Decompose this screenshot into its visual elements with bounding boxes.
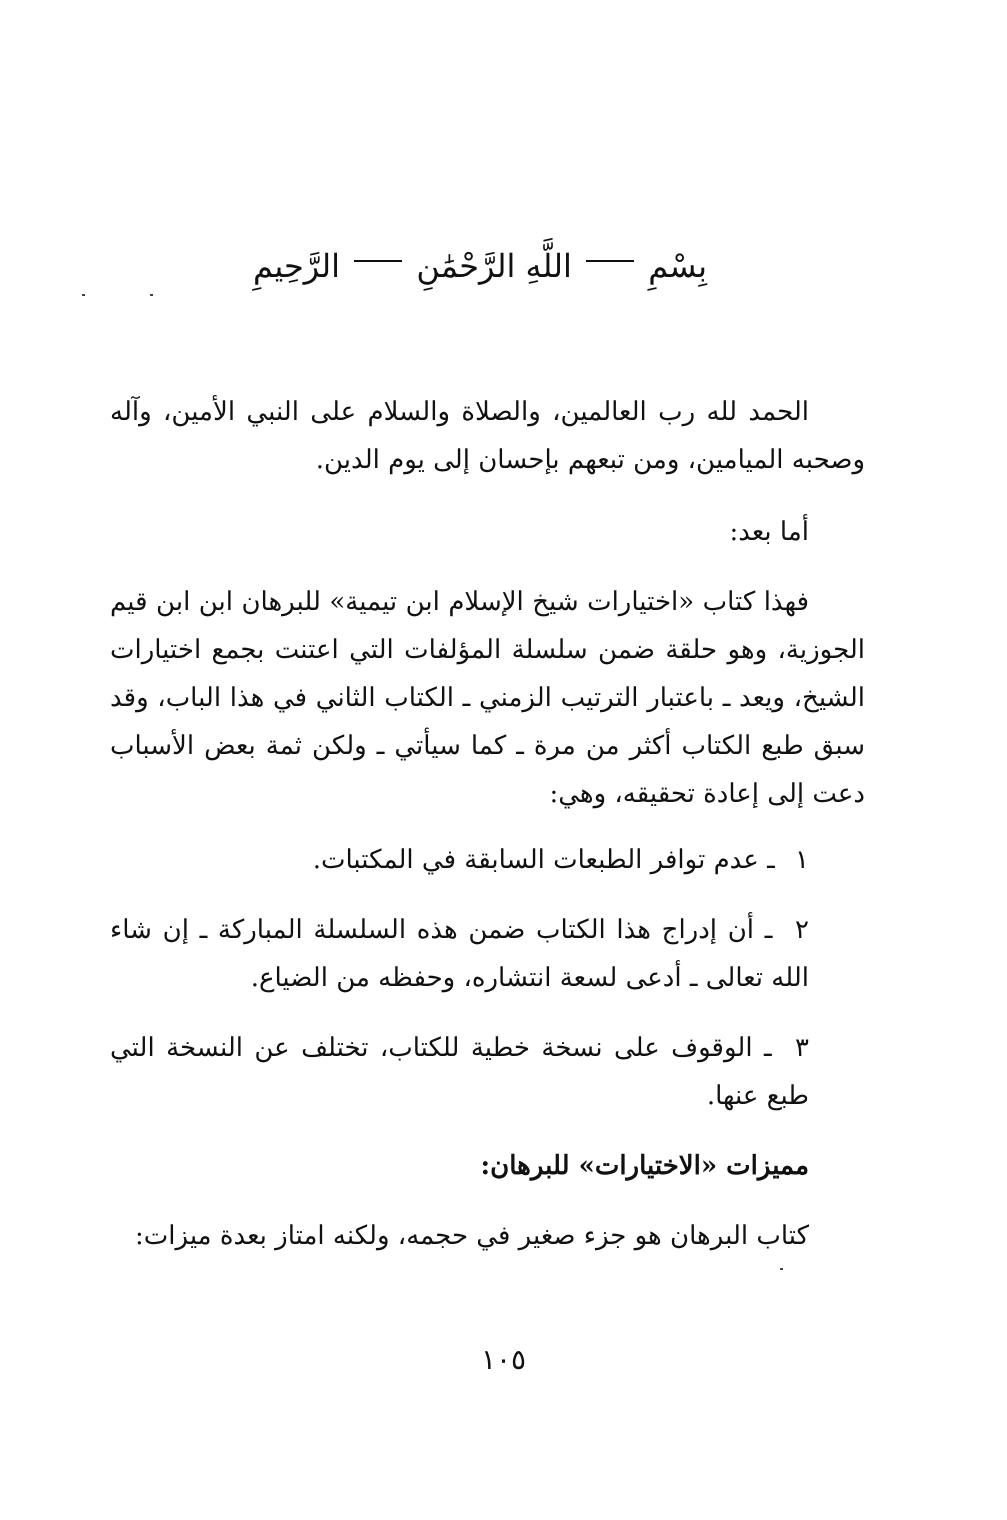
- basmala-word: الرَّحْمَٰنِ: [416, 247, 516, 285]
- reason-number: ١: [795, 845, 809, 875]
- basmala-heading: [250, 236, 710, 296]
- scan-speck: [780, 1268, 783, 1270]
- features-paragraph: [110, 1212, 865, 1260]
- reason-text: ـ الوقوف على نسخة خطية للكتاب، تختلف عن النسخة التي: [110, 1033, 772, 1063]
- introduction-paragraph: فهذا كتاب «اختيارات شيخ الإسلام ابن تيمية» للبرهان ابن ابن قيم الجوزية، وهو حلقة ضمن سلسلة المؤلفات التي اعتنت بجمع اختيارات الشيخ، ويعد ـ باعتبار الترتيب الزمني ـ الكتاب الثاني في هذا الباب، وقد سبق طبع الكتاب أكثر من مرة ـ كما سيأتي ـ ولكن ثمة بعض الأسباب دعت إلى إعادة تحقيقه، وهي:: [110, 587, 866, 809]
- scan-speck: [150, 294, 153, 296]
- reason-item-1: [110, 836, 865, 884]
- kashida-stroke: [586, 260, 634, 262]
- praise-line-1: الحمد لله رب العالمين، والصلاة والسلام على النبي الأمين،: [163, 397, 809, 427]
- basmala-word: اللَّهِ: [525, 247, 572, 285]
- features-line-2: ميزات:: [135, 1221, 212, 1251]
- reason-number: ٢: [795, 915, 810, 945]
- opening-praise-paragraph: [110, 388, 865, 484]
- amma-bad-line: أما بعد:: [729, 517, 809, 547]
- features-line-1: كتاب البرهان هو جزء صغير في حجمه، ولكنه امتاز بعدة: [219, 1221, 809, 1251]
- reason-text-continued: طبع عنها.: [706, 1081, 809, 1111]
- kashida-stroke: [354, 260, 402, 262]
- basmala-word: بِسْمِ: [648, 247, 707, 285]
- reason-item-3: [110, 1024, 865, 1120]
- reason-item-2: [110, 906, 865, 1002]
- reason-text: ـ أن إدراج هذا الكتاب ضمن هذه السلسلة المباركة ـ إن شاء: [110, 915, 773, 945]
- reason-text: ـ عدم توافر الطبعات السابقة في المكتبات.: [312, 845, 775, 875]
- praise-line-2: وآله وصحبه الميامين، ومن تبعهم بإحسان إلى يوم الدين.: [110, 397, 865, 475]
- scan-speck: [82, 294, 85, 296]
- basmala-word: الرَّحِيمِ: [253, 247, 341, 285]
- reason-number: ٣: [795, 1033, 810, 1063]
- reason-text-continued: الله تعالى ـ أدعى لسعة انتشاره، وحفظه من الضياع.: [250, 963, 809, 993]
- features-heading: مميزات «الاختيارات» للبرهان:: [480, 1151, 809, 1181]
- page-number: ١٠٥: [480, 1343, 527, 1376]
